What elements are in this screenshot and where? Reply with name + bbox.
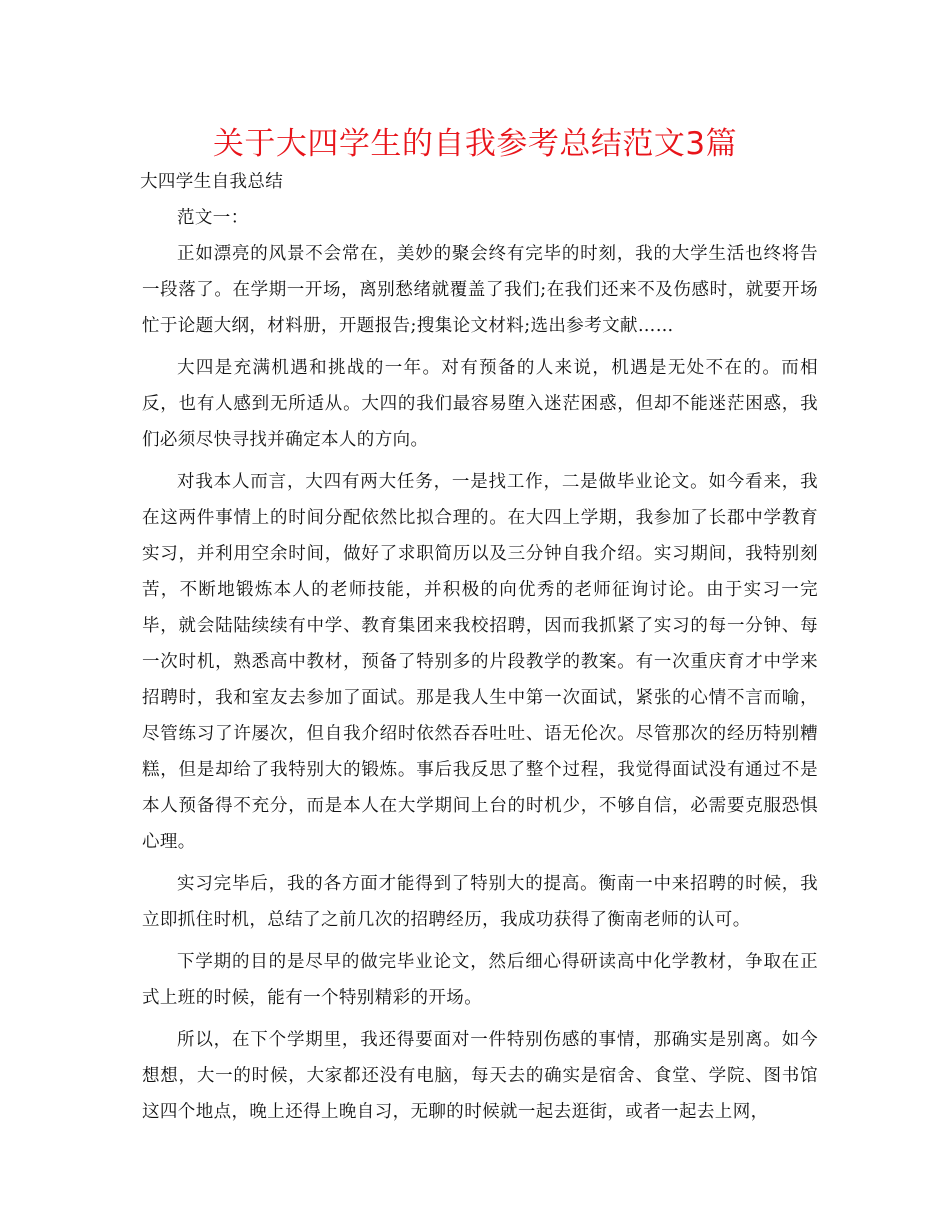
paragraph: 正如漂亮的风景不会常在，美妙的聚会终有完毕的时刻，我的大学生活也终将告一段落了。在学期一开场，离别愁绪就覆盖了我们;在我们还来不及伤感时，就要开场忙于论题大纲，材料册，开题报告;搜集论文材料;选出参考文献…… bbox=[142, 244, 818, 336]
paragraph: 对我本人而言，大四有两大任务，一是找工作，二是做毕业论文。如今看来，我在这两件事情上的时间分配依然比拟合理的。在大四上学期，我参加了长郡中学教育实习，并利用空余时间，做好了求职简历以及三分钟自我介绍。实习期间，我特别刻苦，不断地锻炼本人的老师技能，并积极的向优秀的老师征询讨论。由于实习一完毕，就会陆陆续续有中学、教育集团来我校招聘，因而我抓紧了实习的每一分钟、每一次时机，熟悉高中教材，预备了特别多的片段教学的教案。有一次重庆育才中学来招聘时，我和室友去参加了面试。那是我人生中第一次面试，紧张的心情不言而喻，尽管练习了许屡次，但自我介绍时依然吞吞吐吐、语无伦次。尽管那次的经历特别糟糕，但是却给了我特别大的锻炼。事后我反思了整个过程，我觉得面试没有通过不是本人预备得不充分，而是本人在大学期间上台的时机少，不够自信，必需要克服恐惧心理。 bbox=[142, 472, 818, 852]
document-title: 关于大四学生的自我参考总结范文3篇 bbox=[212, 126, 738, 162]
paragraph: 实习完毕后，我的各方面才能得到了特别大的提高。衡南一中来招聘的时候，我立即抓住时机，总结了之前几次的招聘经历，我成功获得了衡南老师的认可。 bbox=[142, 874, 818, 930]
section-label: 范文一： bbox=[177, 208, 249, 228]
paragraph: 大四是充满机遇和挑战的一年。对有预备的人来说，机遇是无处不在的。而相反，也有人感到无所适从。大四的我们最容易堕入迷茫困惑，但却不能迷茫困惑，我们必须尽快寻找并确定本人的方向。 bbox=[142, 358, 818, 450]
paragraph: 下学期的目的是尽早的做完毕业论文，然后细心得研读高中化学教材，争取在正式上班的时候，能有一个特别精彩的开场。 bbox=[142, 952, 818, 1008]
paragraph: 所以，在下个学期里，我还得要面对一件特别伤感的事情，那确实是别离。如今想想，大一的时候，大家都还没有电脑，每天去的确实是宿舍、食堂、学院、图书馆这四个地点，晚上还得上晚自习，无聊的时候就一起去逛街，或者一起去上网， bbox=[142, 1030, 818, 1122]
document-body bbox=[142, 164, 818, 1136]
document-subtitle: 大四学生自我总结 bbox=[140, 172, 284, 192]
